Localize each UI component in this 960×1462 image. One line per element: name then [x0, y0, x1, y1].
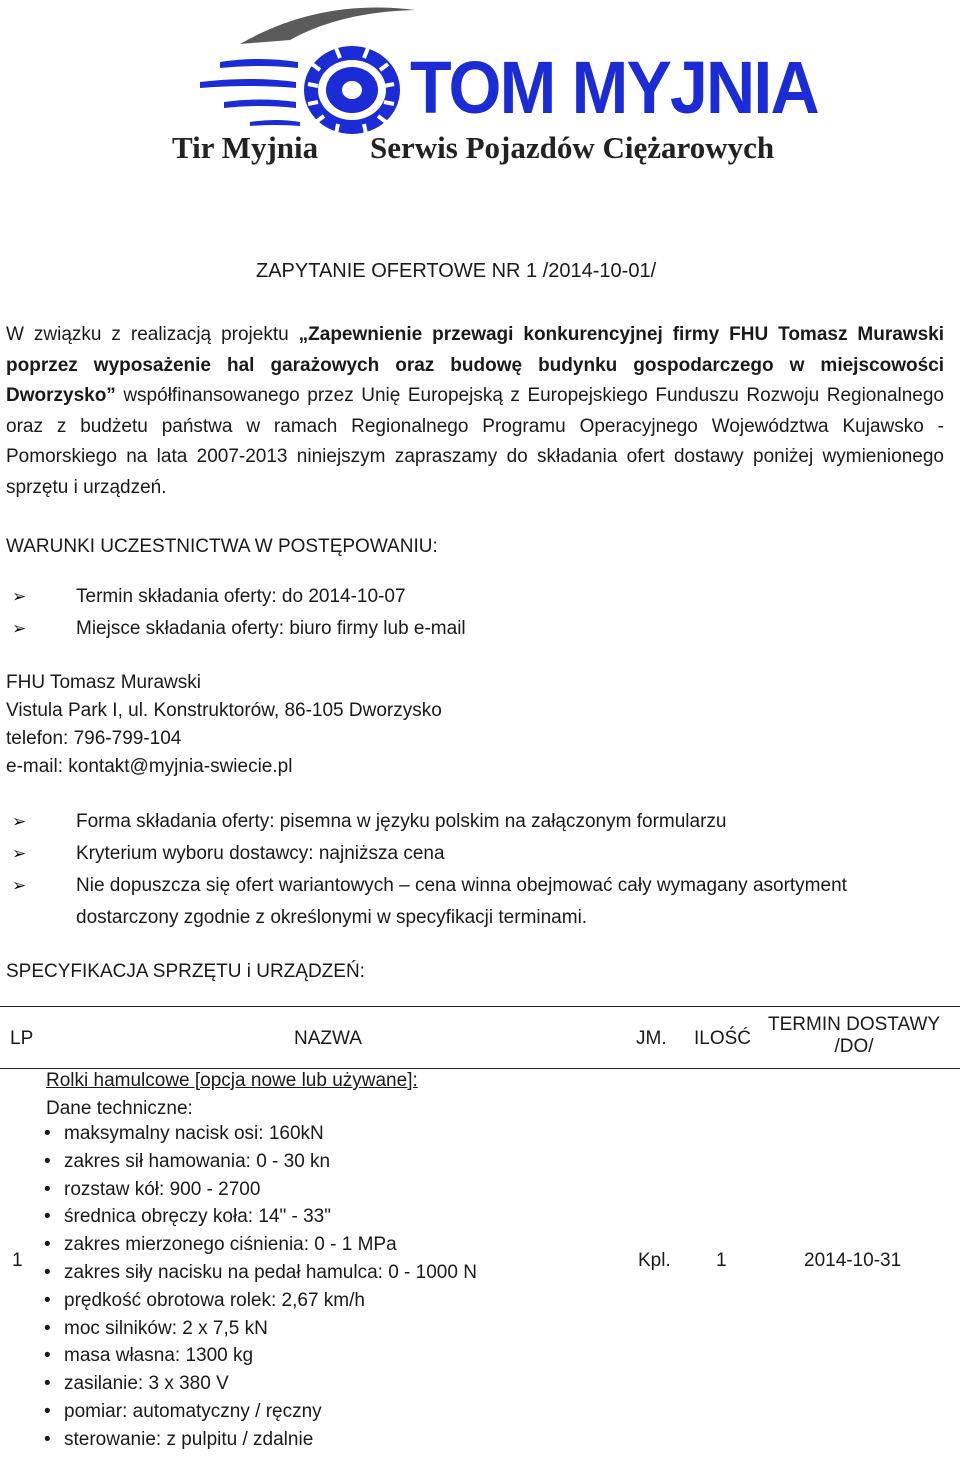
row-qty: 1 [716, 1250, 727, 1271]
brand-subtitle-right: Serwis Pojazdów Ciężarowych [370, 130, 775, 165]
col-header-term [768, 1014, 940, 1058]
arrow-bullet-icon: ➢ [12, 619, 27, 638]
criterion-text: Kryterium wyboru dostawcy: najniższa cena [76, 843, 445, 864]
table-top-border [0, 1006, 960, 1007]
criterion-item [12, 843, 445, 865]
col-header-term-line1: TERMIN DOSTAWY [768, 1014, 941, 1035]
list-item: • zasilanie: 3 x 380 V [44, 1370, 477, 1398]
project-name: „Zapewnienie przewagi konkurencyjnej firmy FHU Tomasz Murawski poprzez wyposażenie hal garażowych oraz budowę budynku gospodarczego w miejscowości Dworzysko” [6, 324, 944, 406]
conditions-heading: WARUNKI UCZESTNICTWA W POSTĘPOWANIU: [6, 536, 438, 557]
list-item: • masa własna: 1300 kg [44, 1342, 477, 1370]
list-item: • zakres siły nacisku na pedał hamulca: 0 - 1000 N [44, 1259, 477, 1287]
deadline-value: do 2014-10-07 [281, 586, 406, 607]
list-item: • sterowanie: z pulpitu / zdalnie [44, 1426, 477, 1454]
document-title: ZAPYTANIE OFERTOWE NR 1 /2014-10-01/ [256, 260, 657, 282]
list-item: • moc silników: 2 x 7,5 kN [44, 1315, 477, 1343]
list-item: • rozstaw kół: 900 - 2700 [44, 1176, 477, 1204]
form-item [12, 811, 726, 833]
bullet-icon: • [44, 1345, 51, 1367]
bullet-icon: • [44, 1400, 51, 1422]
place-item [12, 618, 466, 640]
arrow-bullet-icon: ➢ [12, 876, 27, 895]
row-lp: 1 [12, 1250, 23, 1271]
company-logo [172, 0, 840, 185]
col-header-term-line2: /DO/ [834, 1036, 874, 1057]
bullet-icon: • [44, 1261, 51, 1283]
col-header-name: NAZWA [294, 1028, 362, 1049]
deadline-label: Termin składania oferty: [76, 586, 282, 607]
variants-text-continued: dostarczony zgodnie z określonymi w specyfikacji terminami. [76, 907, 588, 928]
deadline-item [12, 586, 406, 608]
arrow-bullet-icon: ➢ [12, 812, 27, 831]
company-name: FHU Tomasz Murawski [6, 672, 201, 693]
tech-spec-list [44, 1120, 477, 1454]
intro-paragraph [6, 320, 944, 503]
brand-subtitle-left: Tir Myjnia [172, 130, 319, 165]
tire-logo-icon [180, 4, 420, 136]
bullet-icon: • [44, 1150, 51, 1172]
company-email: e-mail: kontakt@myjnia-swiecie.pl [6, 756, 293, 777]
arrow-bullet-icon: ➢ [12, 844, 27, 863]
bullet-icon: • [44, 1373, 51, 1395]
variants-item [12, 875, 847, 897]
list-item: • zakres mierzonego ciśnienia: 0 - 1 MPa [44, 1231, 477, 1259]
company-street: Vistula Park I, ul. Konstruktorów, 86-105 Dworzysko [6, 700, 442, 721]
bullet-icon: • [44, 1178, 51, 1200]
table-header-border [0, 1068, 960, 1069]
col-header-unit: JM. [636, 1028, 667, 1049]
list-item: • zakres sił hamowania: 0 - 30 kn [44, 1148, 477, 1176]
col-header-lp: LP [10, 1028, 34, 1049]
item-title: Rolki hamulcowe [opcja nowe lub używane]: [46, 1070, 418, 1091]
arrow-bullet-icon: ➢ [12, 587, 27, 606]
form-text: Forma składania oferty: pisemna w języku polskim na załączonym formularzu [76, 811, 727, 832]
list-item: • prędkość obrotowa rolek: 2,67 km/h [44, 1287, 477, 1315]
place-label: Miejsce składania oferty: biuro firmy lub e-mail [76, 618, 466, 639]
row-unit: Kpl. [638, 1250, 671, 1271]
bullet-icon: • [44, 1289, 51, 1311]
intro-text-end: współfinansowanego przez Unię Europejską z Europejskiego Funduszu Rozwoju Regionalnego oraz z budżetu państwa w ramach Regionalnego Programu Operacyjnego Województwa Kujawsko - Pomorskiego na lata 2007-2013 niniejszym zapraszamy do składania ofert dostawy poniżej wymienionego sprzętu i urządzeń. [6, 385, 944, 498]
col-header-qty: ILOŚĆ [694, 1028, 752, 1049]
bullet-icon: • [44, 1206, 51, 1228]
intro-text-start: W związku z realizacją projektu [6, 324, 299, 345]
tech-heading: Dane techniczne: [46, 1098, 193, 1119]
list-item: • średnica obręczy koła: 14" - 33" [44, 1203, 477, 1231]
bullet-icon: • [44, 1428, 51, 1450]
variants-text: Nie dopuszcza się ofert wariantowych – cena winna obejmować cały wymagany asortyment [76, 875, 847, 896]
bullet-icon: • [44, 1317, 51, 1339]
spec-heading: SPECYFIKACJA SPRZĘTU i URZĄDZEŃ: [6, 961, 365, 982]
row-term: 2014-10-31 [804, 1250, 902, 1271]
list-item: • maksymalny nacisk osi: 160kN [44, 1120, 477, 1148]
bullet-icon: • [44, 1234, 51, 1256]
brand-name: TOM MYJNIA [410, 46, 818, 129]
list-item: • pomiar: automatyczny / ręczny [44, 1398, 477, 1426]
bullet-icon: • [44, 1123, 51, 1144]
company-phone: telefon: 796-799-104 [6, 728, 182, 749]
